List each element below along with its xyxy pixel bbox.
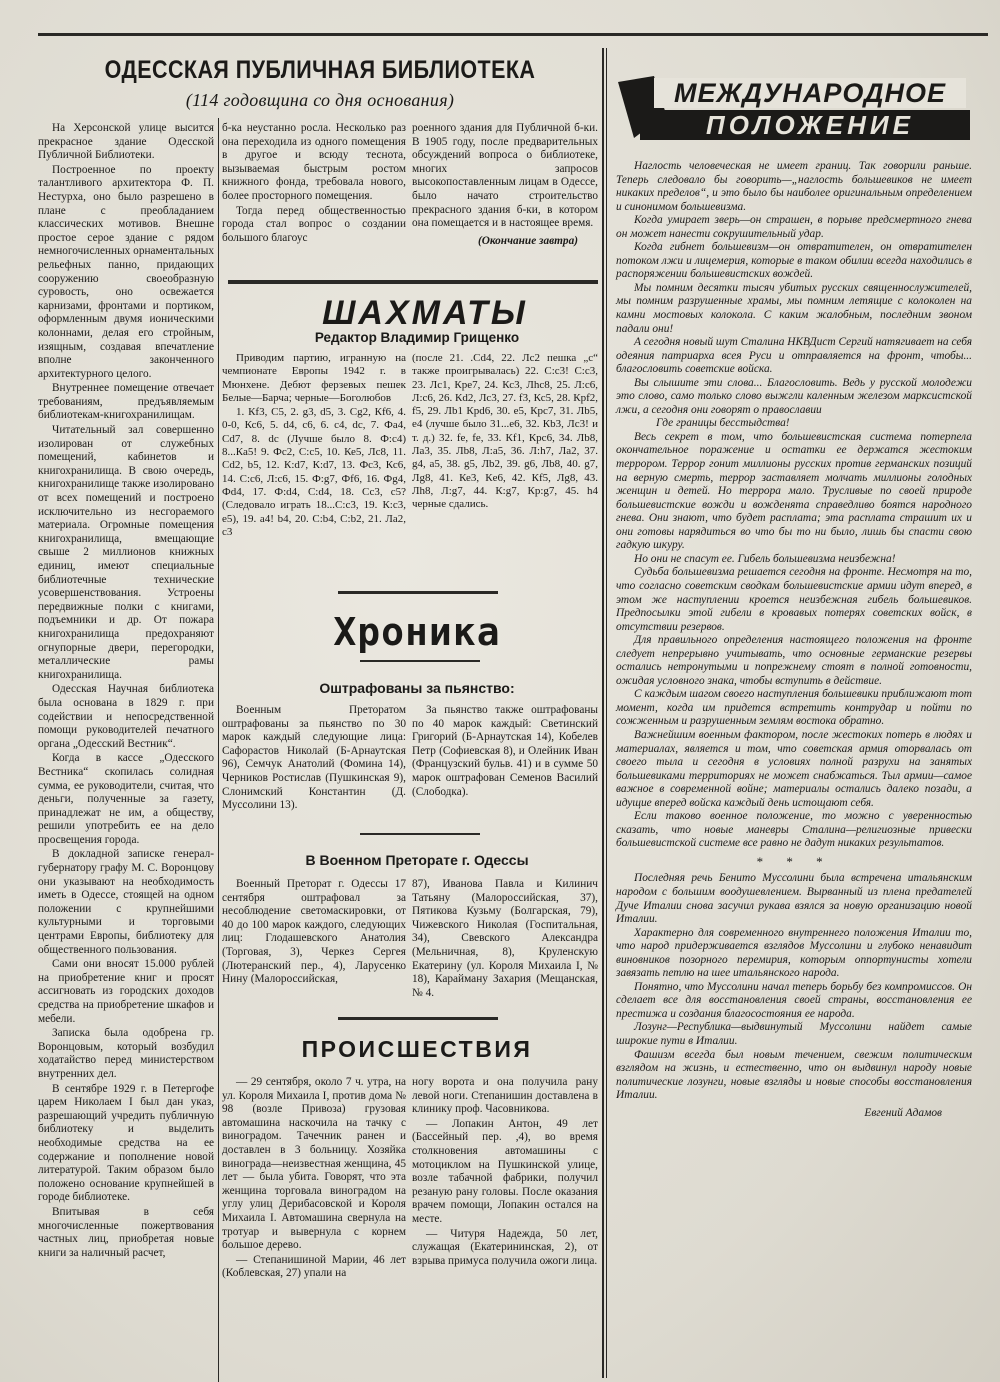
library-paragraph: Внутреннее помещение отвечает требованиям, предъявляемым библиотекам-книгохранилищам. bbox=[38, 382, 214, 422]
international-banner bbox=[614, 74, 970, 144]
section-rule bbox=[360, 833, 480, 835]
column-rule bbox=[218, 118, 219, 1382]
incidents-column-2 bbox=[412, 1076, 598, 1269]
column-rule bbox=[606, 48, 607, 1378]
chronicle-praetorate-column-2 bbox=[412, 878, 598, 1001]
column-rule bbox=[602, 48, 604, 1378]
library-column-2 bbox=[222, 122, 406, 246]
chess-headline: ШАХМАТЫ bbox=[322, 294, 528, 332]
chronicle-subhead-praetorate: В Военном Преторате г. Одессы bbox=[305, 852, 529, 868]
incident-paragraph: — 29 сентября, около 7 ч. утра, на ул. Короля Михаила I, против дома № 98 (возле Привоза) грузовая автомашина наскочила на тачку с виноградом. Тачечник ранен и доставлен в 3 больницу. Хозяйка винограда—неизвестная женщина, 45 лет — была убита. Говорят, что эта женщина торговала виноградом на углу улиц Дерибасовской и Короля Михаила I. Автомашина свернула на тротуар и вывернула с корнем большое дерево. bbox=[222, 1076, 406, 1252]
library-column-1 bbox=[38, 122, 214, 1261]
chronicle-fines-column-1 bbox=[222, 704, 406, 814]
library-headline: ОДЕССКАЯ ПУБЛИЧНАЯ БИБЛИОТЕКА bbox=[104, 56, 536, 84]
international-paragraph: Весь секрет в том, что большевистская система потерпела окончательное поражение и остатки ее держатся жестоким террором. Террор гонит миллионы русских против германских позиций на верную смерть, террор заставляет молчать миллионы голодных женщин и детей. Но террора мало. Трусливые по своей природе большевистские вожди и вожденята справедливо боятся народного гнева. Они знают, что будет расплата; эта расплата страшит их и они готовы нарядиться во что бы то ни было, лишь бы спасти свою гадкую шкуру. bbox=[616, 430, 972, 552]
chronicle-paragraph: За пьянство также оштрафованы по 40 марок каждый: Светинский Григорий (Б-Арнаутская 14), Кобелев Петр (Софиевская 8), и Олейник Иван (Французский бульв. 41) и в сумме 50 марок оштрафован Семенов Василий (Слободка). bbox=[412, 704, 598, 798]
international-paragraph: Понятно, что Муссолини начал теперь борьбу без компромиссов. Он сделает все для восстановления своей страны, восстановления ее престижа и создания благосостояния ее народа. bbox=[616, 980, 972, 1020]
incidents-headline: ПРОИСШЕСТВИЯ bbox=[301, 1036, 533, 1062]
incident-paragraph: ногу ворота и она получила рану левой ноги. Степанишин доставлена в клинику проф. Часовникова. bbox=[412, 1076, 598, 1116]
chess-editor: Редактор Владимир Грищенко bbox=[314, 330, 520, 345]
international-paragraph: Но они не спасут ее. Гибель большевизма неизбежна! bbox=[634, 552, 896, 565]
library-paragraph: Сами они вносят 15.000 рублей на приобретение книг и просят ассигновать из городских доходов средства на приобретение шкафов и мебели. bbox=[38, 958, 214, 1025]
incident-paragraph: — Лопакин Антон, 49 лет (Бассейный пер. ,4), во время столкновения автомашины с мотоциклом на Пушкинской улице, возле табачной фабрики, получил резаную рану головы. После оказания врачем помощи, Лопакин остался на месте. bbox=[412, 1117, 598, 1225]
section-rule bbox=[360, 660, 480, 662]
banner-line-2: ПОЛОЖЕНИЕ bbox=[706, 110, 914, 140]
incident-paragraph: — Читуря Надежда, 50 лет, служащая (Екатерининская, 2), от взрыва примуса получила ожоги лица. bbox=[412, 1227, 598, 1267]
international-paragraph: Характерно для современного внутреннего положения Италии то, что народ придерживается взглядов Муссолини и глубоко ненавидит виновников позорного перемирия, которым оппортунисты хотели завязать петлю на шее итальянского народа. bbox=[616, 926, 972, 980]
library-continued: (Окончание завтра) bbox=[477, 234, 578, 247]
chess-intro: Приводим партию, игранную на чемпионате Европы 1942 г. в Мюнхене. Дебют ферзевых пешек Белые—Барча; черные—Боголюбов bbox=[222, 352, 406, 404]
chronicle-paragraph: Военным Преторатом оштрафованы за пьянство по 30 марок каждый следующие лица: Сафорастов Николай (Б-Арнаутская 96), Семчук Анатолий (Фомина 14), Черников Ростислав (Пушкинская 9), Слонимский Константин (Д. Муссолини 13). bbox=[222, 704, 406, 812]
international-article bbox=[616, 160, 972, 1120]
chronicle-paragraph: Военный Преторат г. Одессы 17 сентября оштрафовал за несоблюдение светомаскировки, от 40 до 100 марок каждого, следующих лиц: Глодашевского Анатолия (Торговая, 3), Черкез Сергея (Лютеранский пер., 4), Ларусенко Нину (Малороссийская, bbox=[222, 878, 406, 986]
chronicle-paragraph: 87), Иванова Павла и Килинич Татьяну (Малороссийская, 37), Пятикова Кузьму (Болгарская, 79), Чижевского Николая (Госпитальная, 34), Свевского Александра (Мельничная, 8), Круленскую Екатерину (ул. Короля Михаила I, № 18), Карайману Захария (Мещанская, № 4. bbox=[412, 878, 598, 999]
international-paragraph: Когда гибнет большевизм—он отвратителен, он отвратителен потоком лжи и лицемерия, которые в таком обилии всегда находились в распоряжении большевистских вождей. bbox=[616, 241, 972, 281]
chronicle-subhead-fines: Оштрафованы за пьянство: bbox=[319, 680, 515, 696]
library-column-3 bbox=[412, 122, 598, 249]
incident-paragraph: — Степанишиной Марии, 46 лет (Коблевская, 27) упали на bbox=[222, 1253, 406, 1280]
international-paragraph: Вы слышите эти слова... Благословить. Ведь у русской молодежи это слово, само только слово выжгли каленным железом марксистской лжи, а сегодня они говорят о православии bbox=[616, 376, 972, 416]
library-paragraph: В докладной записке генерал-губернатору графу М. С. Воронцову они указывают на необходимость иметь в Одессе, стоящей на одном положении с крупнейшими культурными и торговыми центрами Европы, библиотеку для общественного пользования. bbox=[38, 848, 214, 956]
international-paragraph: Фашизм всегда был новым течением, свежим политическим взглядом на жизнь, и естественно, что он выдвинул народу новые политические лозунги, новые взгляды и новые способы восстановления Италии. bbox=[616, 1048, 972, 1102]
author-signature: Евгений Адамов bbox=[864, 1106, 942, 1119]
chess-column-1 bbox=[222, 352, 406, 540]
international-paragraph: Для правильного определения настоящего положения на фронте следует непрерывно учитывать, что основные германские резервы остались нетронутыми и попрежнему стоят в полной готовности, ожидая условного знака, чтобы вступить в действие. bbox=[616, 634, 972, 687]
library-paragraph: В сентябре 1929 г. в Петергофе царем Николаем I был дан указ, разрешающий учредить публичную библиотеку и выделить необходимые средства на ее содержание и пополнение новой литературой. Таким образом было положено основание крупнейшей в городе библиотеке. bbox=[38, 1082, 214, 1204]
section-rule bbox=[228, 280, 598, 284]
library-paragraph: Построенное по проекту талантливого архитектора Ф. П. Нестурха, оно было разрешено в плане с преобладанием классических мотивов. Внешне простое серое здание с рядом немногочисленных орнаментальных рельефных панно, придающих сооружению своеобразную суровость, оно освежается карнизами, фронтами и портиком, оформленным двумя ионическими колоннами, делая его стройным, изящным, создавая впечатление вполне законченного архитектурного целого. bbox=[38, 163, 214, 380]
international-paragraph: С каждым шагом своего наступления большевики приближают тот момент, когда им придется встретить контрудар и пойти по сожженным и разрушенным землям востока обратно. bbox=[616, 688, 972, 728]
international-paragraph: Важнейшим военным фактором, после жестоких потерь в людях и материалах, является и том, что советская армия оторвалась от своего тыла и сегодня в условиях полной разрухи на занятых большевиками территориях не может снабжаться. Тыл армии—самое важное в современной войне; материалы остались далеко позади, а идущие вперед войска каждый день истощают себя. bbox=[616, 728, 972, 809]
library-paragraph: роенного здания для Публичной б-ки. В 1905 году, после предварительных обсуждений вопроса о библиотеке, многих запросов высокопоставленным лицам в Одессе, было начато строительство прекрасного здания б-ки, в котором она помещается и в настоящее время. bbox=[412, 122, 598, 230]
chess-moves: (после 21. .Сd4, 22. Лс2 пешка „с“ также проигрывалась) 22. С:с3! С:с3, 23. Лс1, Кре7, 24. Кс3, Лhс8, 25. Л:с6, Л:с6, 26. Кd2, Лс3, 27. f3, Кс5, 28. Крf2, f5, 29. Лb1 Крd6, 30. е5, Крс7, 31. Лb5, е4 (лучше было 31...е6, 32. Кb3, Лс3! и т. д.) 32. fе, fе, 33. Кf1, Крс6, 34. Лb8, Ла3, 35. Лb8, Л:а5, 36. Л:h7, Ла2, 37. g4, а5, 38. g5, Лb2, 39. g6, Лb8, 40. g7, Лg8, 41. Ке3, Кe6, 42. Кf5, Лg8, 43. Лh8, Л:g7, 44. К:g7, Кр:g7, 45. h4 черные сдались. bbox=[412, 352, 598, 511]
section-rule bbox=[338, 591, 498, 594]
international-paragraph: Мы помним десятки тысяч убитых русских священнослужителей, мы помним разрушенные храмы, мы помним летящие с колоколен на камни мостовых колокола. С каким жалобным, последним звоном падали они! bbox=[616, 281, 972, 335]
international-paragraph: Где границы бесстыдства! bbox=[656, 417, 790, 430]
library-paragraph: Тогда перед общественностью города стал вопрос о создании большого благоус bbox=[222, 204, 406, 244]
library-paragraph: б-ка неустанно росла. Несколько раз она переходила из одного помещения в другое и всюду теснота, вызываемая быстрым ростом книжного фонда, требовала нового, более просторного помещения. bbox=[222, 122, 406, 202]
library-paragraph: Читательный зал совершенно изолирован от служебных помещений, кабинетов и книгохранилища. В свою очередь, книгохранилище также изолировано от всех помещений и построено исключительно из несгораемого материала. Огромные помещения книгохранилища, вмещающие свыше 2 миллионов книжных единиц, имеют специальные библиотечные технические усовершенствования. Устроены передвижные полки с книгами, подъемники и др. От пожара книгохранилища предохраняют огнупорные двери, перегородки, металлические рамы книгохранилища. bbox=[38, 424, 214, 681]
chronicle-headline: Хроника bbox=[333, 610, 501, 654]
library-paragraph: На Херсонской улице высится прекрасное здание Одесской Публичной Библиотеки. bbox=[38, 122, 214, 162]
chess-column-2 bbox=[412, 352, 598, 513]
library-subheadline: (114 годовщина со дня основания) bbox=[185, 90, 455, 110]
chronicle-fines-column-2 bbox=[412, 704, 598, 800]
section-rule bbox=[338, 1017, 498, 1020]
international-paragraph: Судьба большевизма решается сегодня на фронте. Несмотря на то, что согласно советским сводкам большевистские армии идут вперед, в этом же наступлении кроется неизбежная гибель большевиков. Предпосылки этой гибели в кровавых потерях советских войск, в отсутствии резервов. bbox=[616, 566, 972, 633]
chronicle-praetorate-column-1 bbox=[222, 878, 406, 988]
international-paragraph: Лозунг—Республика—выдвинутый Муссолини найдет самые широкие пути в Италии. bbox=[616, 1021, 972, 1047]
library-paragraph: Когда в кассе „Одесского Вестника“ скопилась солидная сумма, ее руководители, считая, что деньги, полученные за газету, принадлежат не им, а обществу, решили употребить ее на дело просвещения города. bbox=[38, 752, 214, 846]
international-paragraph: Наглость человеческая не имеет границ. Так говорили раньше. Теперь следовало бы говорить—„наглость большевиков не имеет никаких пределов“, и это было бы наиболее оригинальным определением и синонимом большевизма. bbox=[616, 160, 972, 213]
library-paragraph: Впитывая в себя многочисленные пожертвования частных лиц, приобретая новые книги за наличный расчет, bbox=[38, 1205, 214, 1259]
library-paragraph: Одесская Научная библиотека была основана в 1829 г. при содействии и непосредственной помощи руководителей печатного органа „Одесский Вестник“. bbox=[38, 683, 214, 750]
international-paragraph: Когда умирает зверь—он страшен, в порыве предсмертного гнева он может нанести сокрушительный удар. bbox=[616, 214, 972, 240]
section-divider-stars: * * * bbox=[756, 853, 832, 869]
chess-moves: 1. Кf3, С5, 2. g3, d5, 3. Сg2, Кf6, 4. 0-0, Кс6, 5. d4, с6, 6. с4, dc, 7. Фа4, Сd7, 8. dс (Лучше было 8. Ф:с4) 8...Ка5! 9. Фс2, С:с5, 10. Ке5, Лс8, 11. Сd2, b5, 12. К:d7, К:d7, 13. Фс3, Кс6, 14. С:с6, Л:с6, 15. Ф:g7, Фf6, 16. Фg4, Фd4, 17. Ф:d4, С:d4, 18. Сс3, с5? (Следовало играть 18...С:с3, 19. К:с3, е5), 19. а4! b4, 20. С:b4, С:b2, 21. Ла2, с3 bbox=[222, 406, 406, 538]
international-paragraph: Последняя речь Бенито Муссолини была встречена итальянским народом с большим воодушевлением. Вырванный из плена предателей Дуче Италии снова засучил рукава взялся за новую организацию новой Италии. bbox=[616, 872, 972, 926]
incidents-column-1 bbox=[222, 1076, 406, 1282]
library-paragraph: Записка была одобрена гр. Воронцовым, который возбудил ходатайство перед министерством внутренних дел. bbox=[38, 1027, 214, 1080]
top-rule bbox=[38, 33, 988, 36]
banner-line-1: МЕЖДУНАРОДНОЕ bbox=[674, 78, 946, 108]
international-paragraph: Если таково военное положение, то можно с уверенностью сказать, что новые маневры Сталина—религиозные привески большевистской системе все равно не дадут никаких результатов. bbox=[616, 810, 972, 850]
international-paragraph: А сегодня новый шут Сталина НКВДист Сергий натягивает на себя одеяния патриарха всея Руси и отправляется на фронт, чтобы... благословить советские войска. bbox=[616, 336, 973, 376]
